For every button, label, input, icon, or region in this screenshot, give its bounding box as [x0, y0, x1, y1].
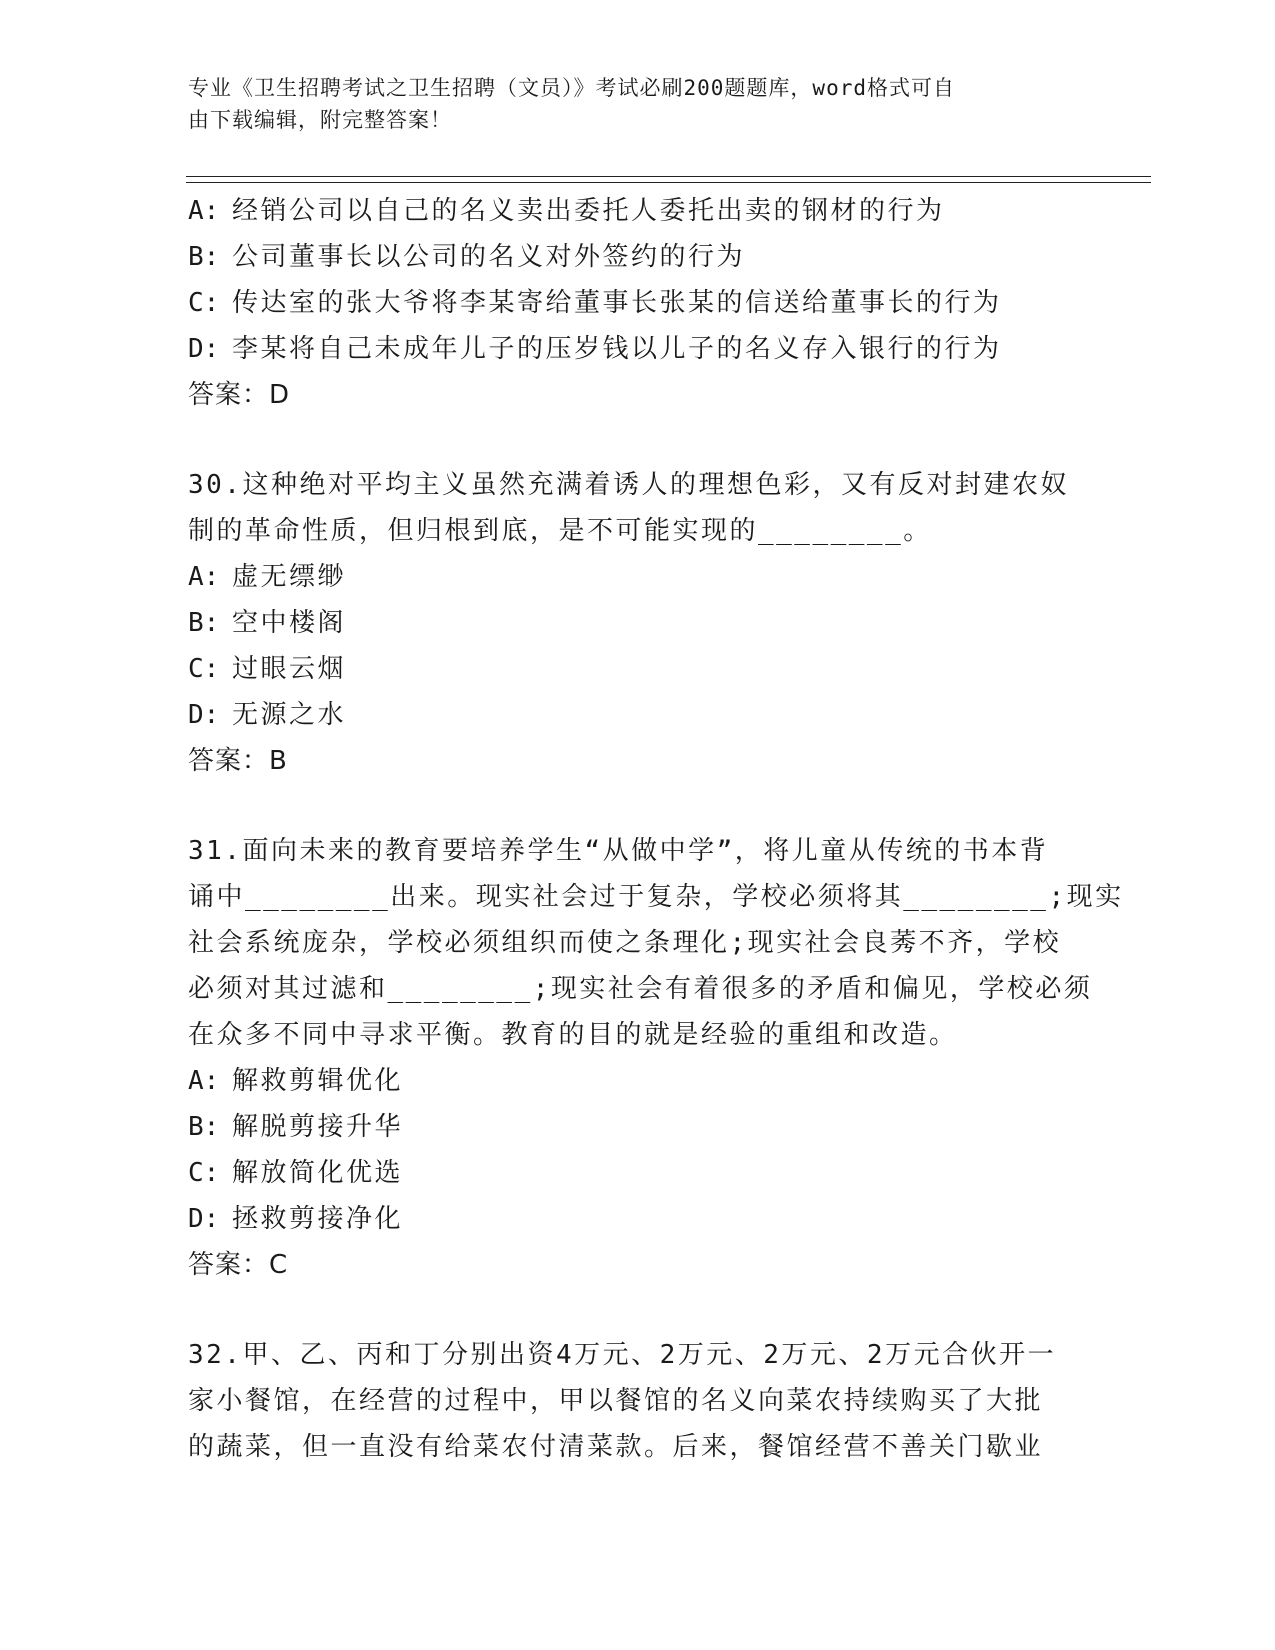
option-a: A: 经销公司以自己的名义卖出委托人委托出卖的钢材的行为 — [188, 196, 945, 226]
question-stem-line: 制的革命性质，但归根到底，是不可能实现的________。 — [188, 516, 932, 546]
option-b: B: 空中楼阁 — [188, 608, 347, 638]
question-stem-line: 在众多不同中寻求平衡。教育的目的就是经验的重组和改造。 — [188, 1020, 958, 1050]
question-32 — [188, 1332, 1088, 1470]
option-b: B: 公司董事长以公司的名义对外签约的行为 — [188, 242, 746, 272]
header-rule-top — [186, 176, 1151, 177]
answer-31: 答案：C — [188, 1250, 289, 1280]
question-stem-line: 31.面向未来的教育要培养学生“从做中学”，将儿童从传统的书本背 — [188, 836, 1049, 866]
question-stem-line: 32.甲、乙、丙和丁分别出资4万元、2万元、2万元、2万元合伙开一 — [188, 1340, 1057, 1370]
question-29 — [188, 188, 1088, 418]
option-b: B: 解脱剪接升华 — [188, 1112, 404, 1142]
option-d: D: 无源之水 — [188, 700, 347, 730]
question-stem-line: 30.这种绝对平均主义虽然充满着诱人的理想色彩，又有反对封建农奴 — [188, 470, 1069, 500]
option-d: D: 拯救剪接净化 — [188, 1204, 404, 1234]
document-header — [188, 72, 1068, 136]
spacer — [188, 784, 1088, 828]
question-stem-line: 的蔬菜，但一直没有给菜农付清菜款。后来，餐馆经营不善关门歇业 — [188, 1432, 1044, 1462]
question-stem-line: 诵中________出来。现实社会过于复杂，学校必须将其________;现实 — [188, 882, 1124, 912]
option-c: C: 传达室的张大爷将李某寄给董事长张某的信送给董事长的行为 — [188, 288, 1002, 318]
spacer — [188, 418, 1088, 462]
spacer — [188, 1288, 1088, 1332]
option-a: A: 解救剪辑优化 — [188, 1066, 404, 1096]
question-30 — [188, 462, 1088, 784]
header-line-2: 由下载编辑，附完整答案！ — [188, 108, 452, 132]
question-stem-line: 家小餐馆，在经营的过程中，甲以餐馆的名义向菜农持续购买了大批 — [188, 1386, 1044, 1416]
option-c: C: 解放简化优选 — [188, 1158, 404, 1188]
option-a: A: 虚无缥缈 — [188, 562, 347, 592]
question-31 — [188, 828, 1124, 1288]
answer-30: 答案：B — [188, 746, 288, 776]
question-stem-line: 必须对其过滤和________;现实社会有着很多的矛盾和偏见，学校必须 — [188, 974, 1093, 1004]
answer-29: 答案：D — [188, 380, 291, 410]
question-stem-line: 社会系统庞杂，学校必须组织而使之条理化;现实社会良莠不齐，学校 — [188, 928, 1062, 958]
option-c: C: 过眼云烟 — [188, 654, 347, 684]
option-d: D: 李某将自己未成年儿子的压岁钱以儿子的名义存入银行的行为 — [188, 334, 1002, 364]
document-body — [188, 188, 1124, 1470]
header-line-1: 专业《卫生招聘考试之卫生招聘（文员）》考试必刷200题题库，word格式可自 — [188, 76, 955, 100]
header-rule-bottom — [186, 182, 1151, 183]
